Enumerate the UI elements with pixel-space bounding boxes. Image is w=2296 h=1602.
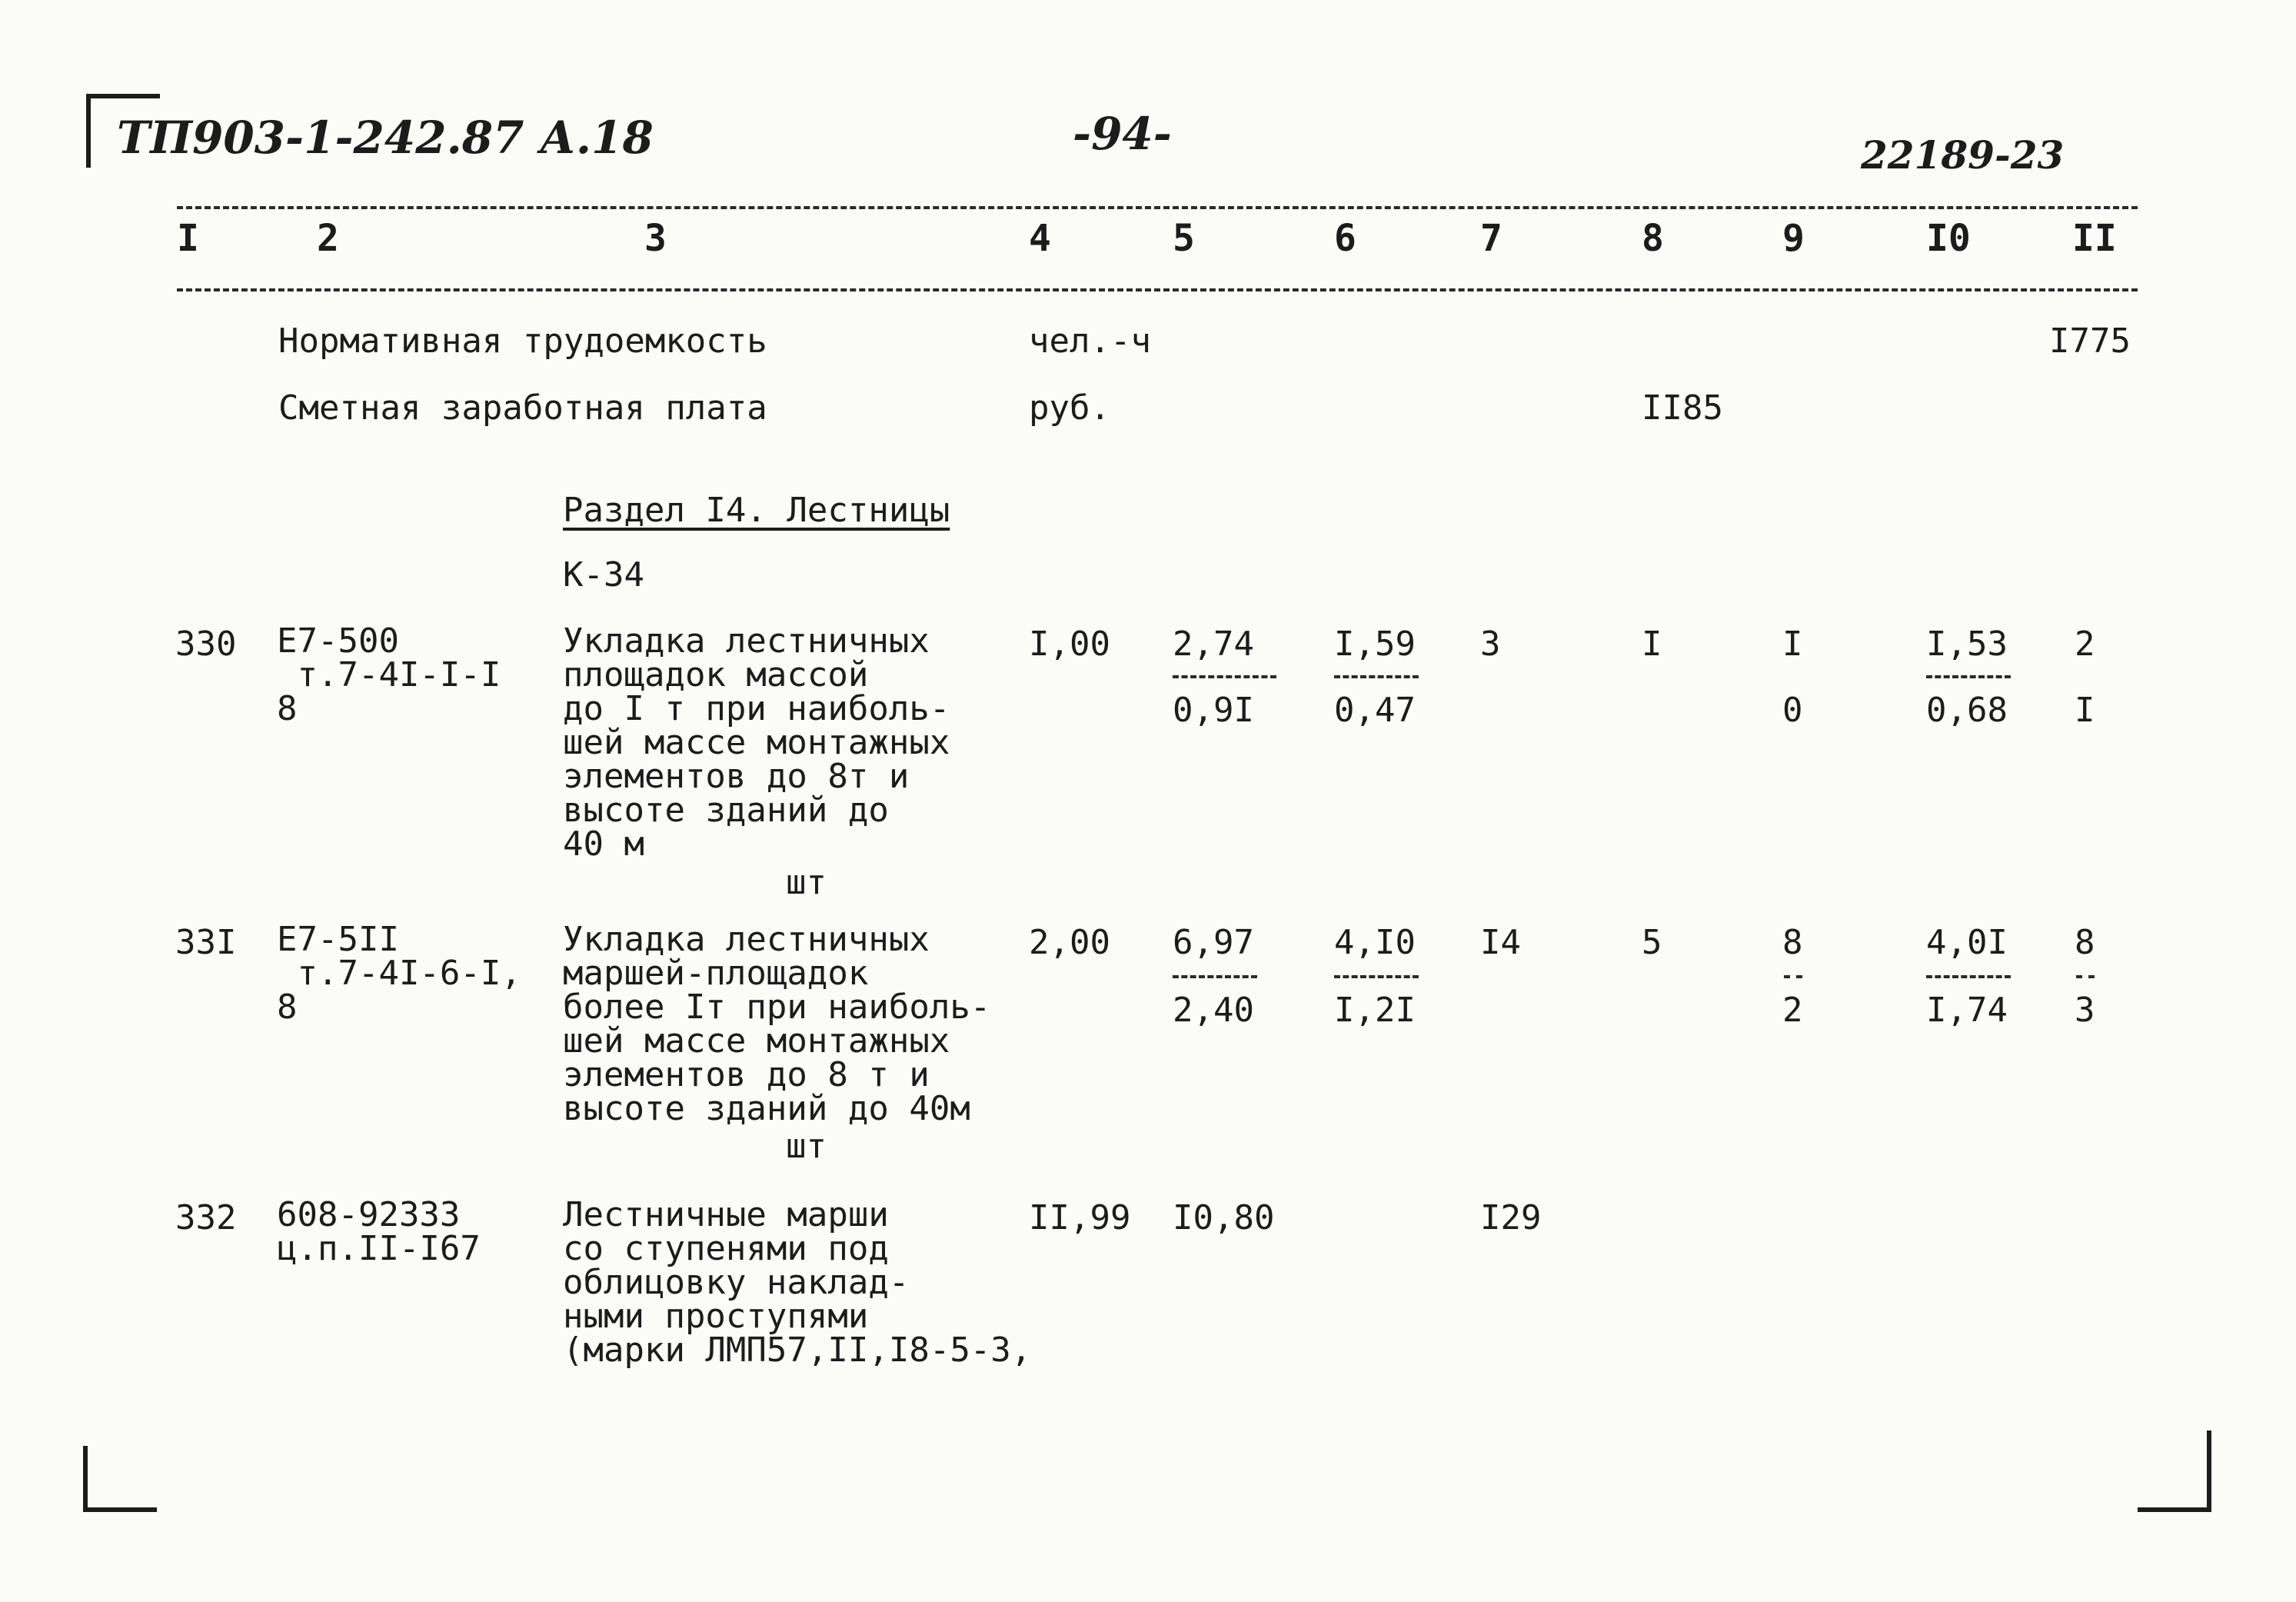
row-number: 33I [175, 923, 237, 962]
cell-col7: I4 [1480, 923, 1521, 962]
doc-code: ТП903-1-242.87 А.18 [117, 112, 654, 164]
fraction-line [2076, 975, 2095, 978]
wage-value: II85 [1642, 388, 1723, 428]
code-line: ц.п.II-I67 [277, 1229, 481, 1268]
code-line: 608-92333 [277, 1195, 461, 1234]
cell-col10-top: 4,0I [1926, 923, 2008, 962]
cell-col6-top: 4,I0 [1334, 923, 1416, 962]
inventory-number: 22189-23 [1861, 132, 2065, 178]
cell-col10-bottom: 0,68 [1926, 691, 2008, 730]
cell-col5-top: 6,97 [1173, 923, 1254, 962]
fraction-line [1334, 675, 1419, 678]
cell-col6-bottom: 0,47 [1334, 691, 1416, 730]
cell-col11-top: 8 [2075, 923, 2095, 962]
cell-col5-bottom: 0,9I [1173, 691, 1254, 730]
code-line: т.7-4I-6-I, [277, 954, 521, 993]
desc-line: со ступенями под [563, 1229, 889, 1268]
desc-line: (марки ЛМП57,II,I8-5-3, [563, 1331, 1032, 1370]
desc-line: высоте зданий до [563, 791, 889, 830]
col-header-10: I0 [1926, 217, 1971, 260]
cell-col7: I29 [1480, 1198, 1542, 1237]
desc-line: маршей-площадок [563, 954, 869, 993]
desc-line: 40 м [563, 824, 644, 864]
desc-line: Укладка лестничных [563, 621, 930, 661]
header-rule-top [177, 206, 2138, 209]
desc-line: Лестничные марши [563, 1195, 889, 1234]
col-header-7: 7 [1480, 217, 1502, 260]
col-header-1: I [177, 217, 199, 260]
cell-col7: 3 [1480, 624, 1501, 664]
row-code [277, 920, 521, 1027]
section-code: К-34 [563, 555, 644, 595]
desc-line: шей массе монтажных [563, 723, 950, 762]
cell-col11-bottom: 3 [2075, 991, 2095, 1030]
fraction-line [1334, 975, 1419, 978]
header-rule-bottom [177, 288, 2138, 291]
desc-line: шей массе монтажных [563, 1021, 950, 1061]
desc-line: Укладка лестничных [563, 920, 930, 959]
row-unit: шт [786, 1127, 827, 1166]
col-header-11: II [2072, 217, 2117, 260]
cell-col4: 2,00 [1029, 923, 1110, 962]
row-number: 330 [175, 624, 237, 664]
desc-line: облицовку наклад- [563, 1263, 910, 1302]
code-line: Е7-5II [277, 920, 399, 959]
labor-unit: чел.-ч [1029, 321, 1151, 361]
col-header-4: 4 [1029, 217, 1051, 260]
cell-col9-bottom: 2 [1782, 991, 1803, 1030]
cell-col5-top: 2,74 [1173, 624, 1254, 664]
desc-line: ными проступями [563, 1297, 869, 1336]
cell-col10-bottom: I,74 [1926, 991, 2008, 1030]
cell-col9-bottom: 0 [1782, 691, 1803, 730]
desc-line: площадок массой [563, 655, 869, 694]
code-line: Е7-500 [277, 621, 399, 661]
cell-col10-top: I,53 [1926, 624, 2008, 664]
cell-col8: 5 [1642, 923, 1662, 962]
col-header-6: 6 [1334, 217, 1356, 260]
col-header-2: 2 [317, 217, 339, 260]
row-number: 332 [175, 1198, 237, 1237]
frame-corner-bottom-left [83, 1446, 157, 1512]
cell-col6-top: I,59 [1334, 624, 1416, 664]
col-header-9: 9 [1782, 217, 1805, 260]
code-line: т.7-4I-I-I [277, 655, 501, 694]
cell-col8: I [1642, 624, 1662, 664]
row-description [563, 920, 991, 1128]
cell-col6-bottom: I,2I [1334, 991, 1416, 1030]
section-title: Раздел I4. Лестницы [563, 491, 950, 530]
desc-line: до I т при наиболь- [563, 689, 950, 728]
fraction-line [1173, 975, 1257, 978]
cell-col11-bottom: I [2075, 691, 2095, 730]
col-header-8: 8 [1642, 217, 1664, 260]
desc-line: элементов до 8 т и [563, 1055, 930, 1094]
fraction-line [1173, 675, 1276, 678]
fraction-line [1784, 975, 1802, 978]
code-line: 8 [277, 988, 298, 1027]
desc-line: высоте зданий до 40м [563, 1089, 970, 1128]
wage-label: Сметная заработная плата [278, 388, 767, 428]
fraction-line [1926, 975, 2011, 978]
labor-label: Нормативная трудоемкость [278, 321, 767, 361]
row-description [563, 1195, 1032, 1370]
frame-corner-bottom-right [2138, 1430, 2211, 1512]
code-line: 8 [277, 689, 298, 728]
cell-col9-top: 8 [1782, 923, 1803, 962]
row-code [277, 621, 501, 728]
col-header-5: 5 [1173, 217, 1195, 260]
row-description [563, 621, 950, 864]
row-code [277, 1195, 481, 1268]
cell-col4: II,99 [1029, 1198, 1131, 1237]
desc-line: элементов до 8т и [563, 757, 910, 796]
cell-col5-bottom: 2,40 [1173, 991, 1254, 1030]
fraction-line [1926, 675, 2011, 678]
cell-col4: I,00 [1029, 624, 1110, 664]
cell-col11-top: 2 [2075, 624, 2095, 664]
page-number: -94- [1073, 108, 1172, 160]
cell-col5: I0,80 [1173, 1198, 1275, 1237]
labor-value: I775 [2049, 321, 2131, 361]
desc-line: более Iт при наиболь- [563, 988, 991, 1027]
col-header-3: 3 [644, 217, 667, 260]
row-unit: шт [786, 863, 827, 902]
wage-unit: руб. [1029, 388, 1110, 428]
cell-col9-top: I [1782, 624, 1803, 664]
